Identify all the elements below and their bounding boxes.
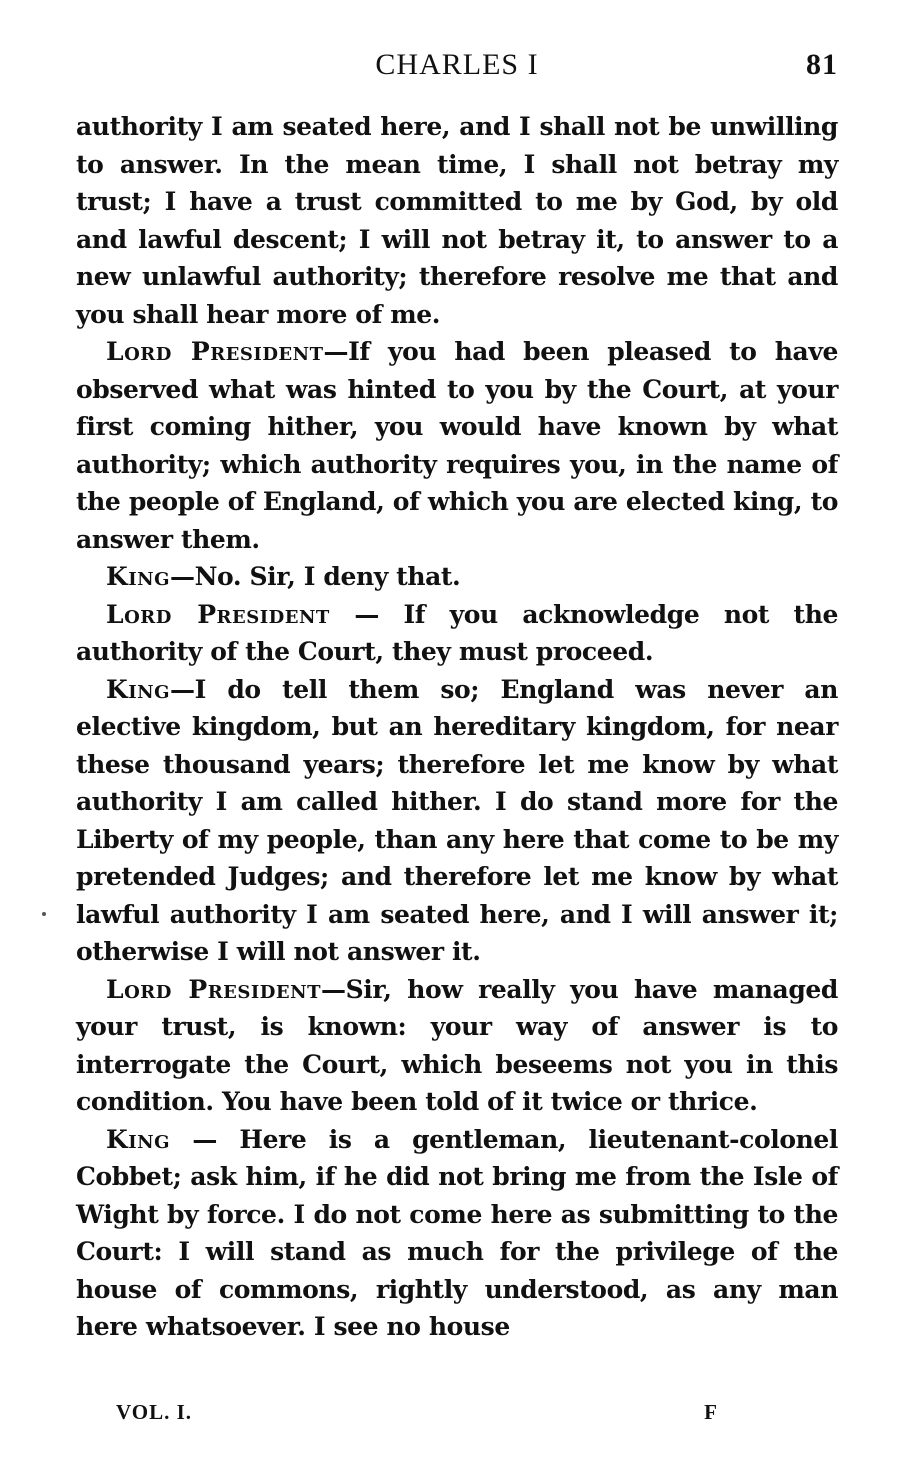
speaker-name: Lord President (106, 974, 321, 1004)
body-text (76, 108, 838, 1346)
paragraph-text: authority I am seated here, and I shall not be unwilling to answer. In the mean time, I shall not betray my trust; I have a trust committed to me by God, by old and lawful descent; I will not betray it, to answer to a new unlawful authority; therefore resolve me that and you shall hear more of me. (76, 112, 838, 329)
paragraph (76, 596, 838, 671)
stray-ink-dot (42, 912, 46, 916)
paragraph (76, 333, 838, 558)
page-footer (116, 1400, 718, 1430)
paragraph (76, 108, 838, 333)
book-page (76, 44, 838, 1444)
paragraph-text: — If you acknowledge not the authority of the Court, they must proceed. (76, 599, 838, 666)
paragraph-text: — Here is a gentleman, lieutenant-colonel Cobbet; ask him, if he did not bring me from the Isle of Wight by force. I do not come here as submitting to the Court: I will stand as much for the privilege of the house of commons, rightly understood, as any man here whatsoever. I see no house (76, 1124, 838, 1341)
volume-marker: VOL. I. (116, 1400, 193, 1424)
paragraph-text: —I do tell them so; England was never an elective kingdom, but an hereditary kingdom, for near these thousand years; therefore let me know by what authority I am called hither. I do stand more for the Liberty of my people, than any here that come to be my pretended Judges; and therefore let me know by what lawful authority I am seated here, and I will answer it; otherwise I will not answer it. (76, 674, 838, 966)
speaker-name: King (106, 674, 170, 704)
paragraph (76, 971, 838, 1121)
speaker-name: Lord President (106, 599, 330, 629)
running-head (76, 44, 838, 94)
paragraph-text: —If you had been pleased to have observed what was hinted to you by the Court, at your first coming hither, you would have known by what authority; which authority requires you, in the name of the people of England, of which you are elected king, to answer them. (76, 337, 838, 554)
page-number: 81 (806, 48, 838, 81)
paragraph-text: —Sir, how really you have managed your trust, is known: your way of answer is to interrogate the Court, which beseems not you in this condition. You have been told of it twice or thrice. (76, 974, 839, 1116)
paragraph (76, 558, 838, 596)
running-head-title: CHARLES I (375, 48, 539, 81)
paragraph (76, 1121, 838, 1346)
speaker-name: King (106, 562, 170, 591)
speaker-name: Lord President (106, 337, 324, 366)
paragraph (76, 671, 838, 971)
paragraph-text: —No. Sir, I deny that. (169, 562, 461, 591)
speaker-name: King (106, 1124, 170, 1154)
signature-mark: F (704, 1400, 718, 1424)
